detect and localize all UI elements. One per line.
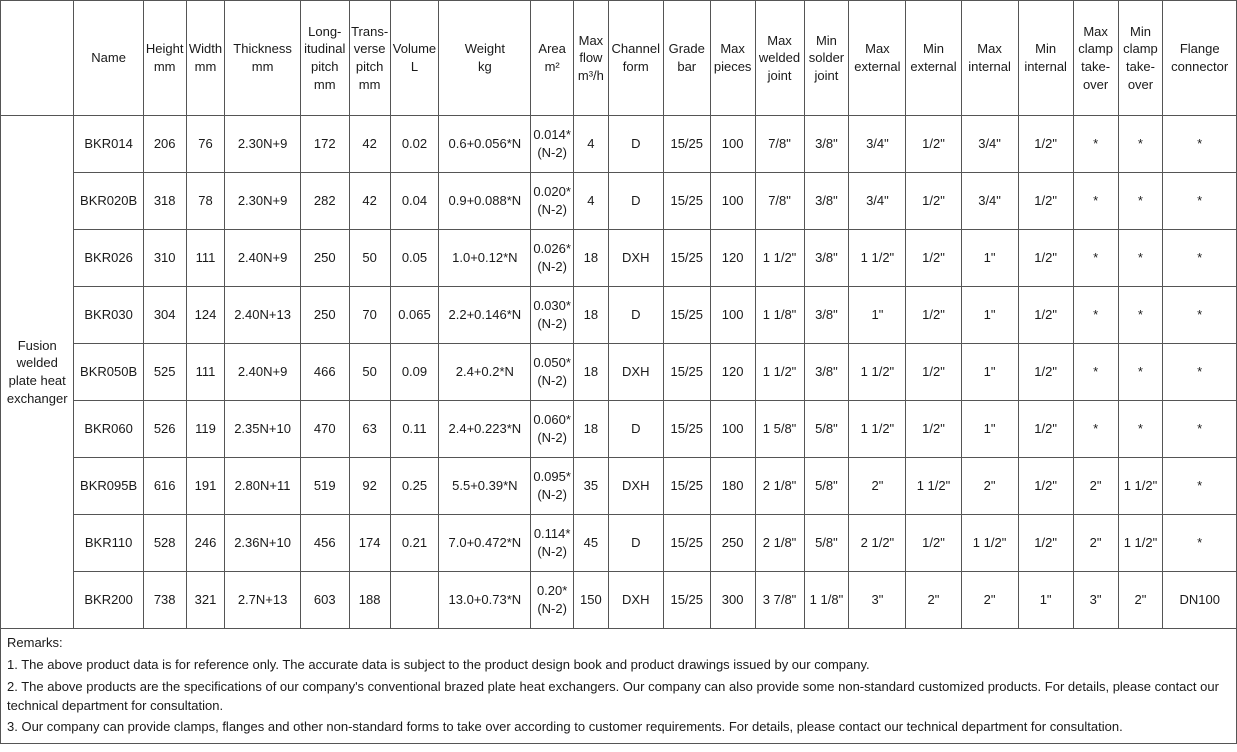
table-row: [1, 458, 1237, 515]
cell-max-flow: 18: [574, 401, 609, 458]
header-line: Channel: [611, 41, 660, 57]
cell-max-pieces: 250: [710, 515, 755, 572]
cell-longitudinal-pitch: 470: [300, 401, 349, 458]
cell-max-flow: 45: [574, 515, 609, 572]
header-line: Min: [923, 41, 944, 57]
cell-transverse-pitch: 188: [349, 572, 390, 629]
table-row: [1, 401, 1237, 458]
header-line: welded: [758, 50, 801, 66]
column-header-min-internal: [1018, 1, 1073, 116]
cell-min-solder-joint: 3/8": [804, 344, 849, 401]
cell-max-clamp-take-over: *: [1073, 287, 1118, 344]
cell-max-internal: 3/4": [961, 116, 1018, 173]
cell-thickness: 2.40N+13: [225, 287, 300, 344]
cell-max-flow: 4: [574, 116, 609, 173]
cell-max-flow: 18: [574, 344, 609, 401]
cell-max-external: 3/4": [849, 173, 906, 230]
cell-max-external: 2": [849, 458, 906, 515]
header-line: m²: [544, 59, 560, 74]
cell-area: 0.014*(N-2): [531, 116, 574, 173]
header-line: Long-: [308, 23, 342, 39]
table-row: [1, 173, 1237, 230]
cell-name: BKR030: [74, 287, 143, 344]
cell-grade-bar: 15/25: [663, 572, 710, 629]
header-line: Grade: [668, 41, 705, 57]
cell-max-clamp-take-over: *: [1073, 173, 1118, 230]
column-header-max-external: [849, 1, 906, 116]
header-row: [1, 1, 1237, 116]
cell-max-pieces: 180: [710, 458, 755, 515]
cell-max-welded-joint: 1 1/8": [755, 287, 804, 344]
cell-height: 318: [143, 173, 186, 230]
cell-max-internal: 1 1/2": [961, 515, 1018, 572]
column-header-max-pieces: [710, 1, 755, 116]
cell-longitudinal-pitch: 466: [300, 344, 349, 401]
cell-weight: 2.4+0.223*N: [439, 401, 531, 458]
cell-transverse-pitch: 50: [349, 344, 390, 401]
header-line: form: [622, 59, 649, 74]
corner-cell: [1, 1, 74, 116]
cell-flange-connector: *: [1163, 287, 1237, 344]
cell-max-welded-joint: 1 1/2": [755, 230, 804, 287]
header-line: joint: [814, 67, 839, 83]
header-line: Name: [91, 50, 126, 66]
header-line: verse: [353, 41, 386, 57]
header-line: m³/h: [577, 67, 604, 83]
cell-height: 525: [143, 344, 186, 401]
cell-max-clamp-take-over: 3": [1073, 572, 1118, 629]
cell-weight: 0.9+0.088*N: [439, 173, 531, 230]
cell-area: 0.114*(N-2): [531, 515, 574, 572]
header-line: Max: [865, 41, 890, 57]
column-header-min-solder-joint: [804, 1, 849, 116]
remark-item-2: 2. The above products are the specifications of our company's conventional brazed plate heat exchangers. Our company can also provide some non-standard customized products. For details, please contact our technical department for consultation.: [7, 678, 1219, 713]
cell-height: 528: [143, 515, 186, 572]
cell-max-external: 1": [849, 287, 906, 344]
cell-weight: 1.0+0.12*N: [439, 230, 531, 287]
header-line: Height: [145, 41, 184, 57]
cell-max-clamp-take-over: *: [1073, 401, 1118, 458]
cell-max-clamp-take-over: *: [1073, 344, 1118, 401]
table-body: [1, 116, 1237, 629]
cell-thickness: 2.36N+10: [225, 515, 300, 572]
cell-max-welded-joint: 2 1/8": [755, 515, 804, 572]
cell-max-external: 1 1/2": [849, 401, 906, 458]
cell-max-external: 3/4": [849, 116, 906, 173]
header-line: Trans-: [351, 23, 389, 39]
header-line: Max: [977, 41, 1002, 57]
cell-max-pieces: 100: [710, 287, 755, 344]
row-group-label: Fusion welded plate heat exchanger: [1, 116, 74, 629]
cell-min-solder-joint: 5/8": [804, 458, 849, 515]
column-header-max-internal: [961, 1, 1018, 116]
cell-min-clamp-take-over: *: [1118, 287, 1163, 344]
cell-name: BKR050B: [74, 344, 143, 401]
column-header-name: [74, 1, 143, 116]
header-line: kg: [477, 59, 492, 74]
cell-height: 526: [143, 401, 186, 458]
header-line: take-: [1081, 59, 1111, 74]
cell-max-internal: 2": [961, 458, 1018, 515]
header-line: Weight: [464, 41, 505, 57]
cell-min-internal: 1/2": [1018, 344, 1073, 401]
column-header-min-clamp-take-over: [1118, 1, 1163, 116]
cell-flange-connector: *: [1163, 230, 1237, 287]
cell-area: 0.030*(N-2): [531, 287, 574, 344]
cell-min-external: 1/2": [906, 401, 961, 458]
table-header: [1, 1, 1237, 116]
header-line: joint: [767, 67, 792, 83]
cell-volume: 0.09: [390, 344, 439, 401]
cell-flange-connector: *: [1163, 173, 1237, 230]
cell-thickness: 2.7N+13: [225, 572, 300, 629]
cell-max-external: 1 1/2": [849, 344, 906, 401]
cell-width: 76: [186, 116, 225, 173]
header-line: clamp: [1078, 41, 1113, 57]
cell-min-solder-joint: 3/8": [804, 230, 849, 287]
column-header-width: [186, 1, 225, 116]
cell-min-internal: 1": [1018, 572, 1073, 629]
cell-width: 111: [186, 344, 225, 401]
cell-thickness: 2.80N+11: [225, 458, 300, 515]
table-row: [1, 572, 1237, 629]
cell-min-solder-joint: 3/8": [804, 287, 849, 344]
cell-min-internal: 1/2": [1018, 515, 1073, 572]
cell-max-clamp-take-over: *: [1073, 230, 1118, 287]
cell-thickness: 2.40N+9: [225, 344, 300, 401]
cell-grade-bar: 15/25: [663, 515, 710, 572]
cell-min-external: 1/2": [906, 287, 961, 344]
header-line: Flange: [1179, 41, 1220, 57]
header-line: mm: [251, 59, 274, 74]
cell-height: 310: [143, 230, 186, 287]
cell-grade-bar: 15/25: [663, 344, 710, 401]
cell-min-clamp-take-over: *: [1118, 344, 1163, 401]
cell-longitudinal-pitch: 603: [300, 572, 349, 629]
cell-min-solder-joint: 1 1/8": [804, 572, 849, 629]
cell-max-welded-joint: 2 1/8": [755, 458, 804, 515]
cell-channel-form: D: [608, 515, 663, 572]
cell-min-external: 1/2": [906, 515, 961, 572]
cell-max-external: 2 1/2": [849, 515, 906, 572]
cell-flange-connector: DN100: [1163, 572, 1237, 629]
cell-flange-connector: *: [1163, 458, 1237, 515]
cell-channel-form: DXH: [608, 458, 663, 515]
cell-longitudinal-pitch: 519: [300, 458, 349, 515]
column-header-max-flow: [574, 1, 609, 116]
cell-weight: 13.0+0.73*N: [439, 572, 531, 629]
column-header-flange-connector: [1163, 1, 1237, 116]
cell-grade-bar: 15/25: [663, 173, 710, 230]
header-line: connector: [1171, 59, 1229, 74]
cell-longitudinal-pitch: 172: [300, 116, 349, 173]
header-line: Min: [815, 32, 837, 48]
cell-longitudinal-pitch: 456: [300, 515, 349, 572]
header-line: Area: [538, 41, 566, 57]
cell-max-clamp-take-over: 2": [1073, 515, 1118, 572]
cell-channel-form: D: [608, 173, 663, 230]
cell-width: 246: [186, 515, 225, 572]
header-line: Volume: [392, 41, 437, 57]
cell-max-internal: 1": [961, 344, 1018, 401]
table-row: [1, 344, 1237, 401]
cell-max-flow: 18: [574, 230, 609, 287]
cell-width: 191: [186, 458, 225, 515]
cell-min-clamp-take-over: *: [1118, 230, 1163, 287]
header-line: pieces: [713, 59, 752, 74]
cell-volume: 0.21: [390, 515, 439, 572]
header-line: external: [910, 59, 957, 74]
cell-thickness: 2.30N+9: [225, 116, 300, 173]
cell-area: 0.020*(N-2): [531, 173, 574, 230]
cell-volume: [390, 572, 439, 629]
cell-channel-form: D: [608, 287, 663, 344]
header-line: flow: [579, 50, 603, 66]
cell-height: 206: [143, 116, 186, 173]
table-row: [1, 287, 1237, 344]
cell-max-internal: 3/4": [961, 173, 1018, 230]
cell-channel-form: DXH: [608, 572, 663, 629]
cell-volume: 0.065: [390, 287, 439, 344]
column-header-grade-bar: [663, 1, 710, 116]
cell-max-pieces: 100: [710, 116, 755, 173]
cell-channel-form: D: [608, 116, 663, 173]
cell-width: 124: [186, 287, 225, 344]
header-line: Max: [720, 41, 745, 57]
cell-min-internal: 1/2": [1018, 287, 1073, 344]
cell-max-external: 1 1/2": [849, 230, 906, 287]
cell-thickness: 2.40N+9: [225, 230, 300, 287]
cell-weight: 0.6+0.056*N: [439, 116, 531, 173]
cell-volume: 0.04: [390, 173, 439, 230]
header-line: pitch: [355, 59, 384, 74]
cell-channel-form: DXH: [608, 230, 663, 287]
cell-max-flow: 18: [574, 287, 609, 344]
cell-max-clamp-take-over: 2": [1073, 458, 1118, 515]
header-line: itudinal: [304, 41, 346, 57]
table-row: [1, 515, 1237, 572]
header-line: Max: [1083, 23, 1108, 39]
cell-longitudinal-pitch: 282: [300, 173, 349, 230]
cell-max-internal: 2": [961, 572, 1018, 629]
header-line: L: [410, 59, 419, 74]
header-line: pitch: [311, 59, 339, 74]
cell-max-external: 3": [849, 572, 906, 629]
cell-flange-connector: *: [1163, 344, 1237, 401]
cell-width: 111: [186, 230, 225, 287]
cell-max-flow: 35: [574, 458, 609, 515]
cell-min-external: 1/2": [906, 173, 961, 230]
cell-min-solder-joint: 3/8": [804, 116, 849, 173]
table-row: [1, 116, 1237, 173]
cell-max-internal: 1": [961, 401, 1018, 458]
cell-volume: 0.25: [390, 458, 439, 515]
cell-longitudinal-pitch: 250: [300, 287, 349, 344]
cell-grade-bar: 15/25: [663, 401, 710, 458]
cell-max-internal: 1": [961, 287, 1018, 344]
cell-min-external: 1/2": [906, 344, 961, 401]
cell-max-pieces: 300: [710, 572, 755, 629]
cell-min-internal: 1/2": [1018, 116, 1073, 173]
cell-width: 119: [186, 401, 225, 458]
cell-weight: 5.5+0.39*N: [439, 458, 531, 515]
cell-volume: 0.05: [390, 230, 439, 287]
column-header-max-welded-joint: [755, 1, 804, 116]
cell-transverse-pitch: 63: [349, 401, 390, 458]
cell-name: BKR060: [74, 401, 143, 458]
cell-longitudinal-pitch: 250: [300, 230, 349, 287]
cell-max-welded-joint: 7/8": [755, 173, 804, 230]
header-line: mm: [194, 59, 217, 74]
cell-min-internal: 1/2": [1018, 458, 1073, 515]
cell-max-flow: 4: [574, 173, 609, 230]
cell-min-clamp-take-over: *: [1118, 401, 1163, 458]
header-line: Max: [767, 32, 792, 48]
header-line: solder: [808, 50, 845, 66]
cell-weight: 7.0+0.472*N: [439, 515, 531, 572]
cell-thickness: 2.30N+9: [225, 173, 300, 230]
column-header-longitudinal-pitch: [300, 1, 349, 116]
cell-min-internal: 1/2": [1018, 173, 1073, 230]
column-header-thickness: [225, 1, 300, 116]
column-header-volume: [390, 1, 439, 116]
cell-grade-bar: 15/25: [663, 116, 710, 173]
cell-name: BKR014: [74, 116, 143, 173]
header-line: take-: [1126, 59, 1155, 74]
header-line: mm: [358, 76, 381, 92]
remark-item-1: 1. The above product data is for reference only. The accurate data is subject to the product design book and product drawings issued by our company.: [7, 656, 870, 672]
cell-flange-connector: *: [1163, 515, 1237, 572]
cell-flange-connector: *: [1163, 401, 1237, 458]
cell-transverse-pitch: 50: [349, 230, 390, 287]
header-line: external: [854, 59, 901, 74]
header-line: Width: [188, 41, 223, 57]
header-line: clamp: [1123, 41, 1158, 57]
cell-max-clamp-take-over: *: [1073, 116, 1118, 173]
cell-grade-bar: 15/25: [663, 230, 710, 287]
header-line: internal: [968, 59, 1011, 74]
cell-transverse-pitch: 70: [349, 287, 390, 344]
cell-name: BKR026: [74, 230, 143, 287]
cell-max-internal: 1": [961, 230, 1018, 287]
cell-min-external: 2": [906, 572, 961, 629]
header-line: over: [1127, 76, 1154, 92]
cell-volume: 0.11: [390, 401, 439, 458]
header-line: mm: [313, 76, 336, 92]
cell-max-flow: 150: [574, 572, 609, 629]
cell-height: 304: [143, 287, 186, 344]
cell-grade-bar: 15/25: [663, 287, 710, 344]
cell-height: 616: [143, 458, 186, 515]
header-line: internal: [1024, 59, 1067, 74]
cell-area: 0.050*(N-2): [531, 344, 574, 401]
header-line: Thickness: [233, 41, 292, 57]
cell-min-internal: 1/2": [1018, 401, 1073, 458]
cell-min-external: 1/2": [906, 116, 961, 173]
cell-min-clamp-take-over: *: [1118, 173, 1163, 230]
cell-flange-connector: *: [1163, 116, 1237, 173]
cell-max-welded-joint: 3 7/8": [755, 572, 804, 629]
cell-min-solder-joint: 3/8": [804, 173, 849, 230]
cell-thickness: 2.35N+10: [225, 401, 300, 458]
cell-min-clamp-take-over: 1 1/2": [1118, 458, 1163, 515]
table-row: [1, 230, 1237, 287]
cell-area: 0.026*(N-2): [531, 230, 574, 287]
cell-width: 78: [186, 173, 225, 230]
cell-transverse-pitch: 174: [349, 515, 390, 572]
column-header-area: [531, 1, 574, 116]
cell-min-external: 1/2": [906, 230, 961, 287]
remark-item-3: 3. Our company can provide clamps, flanges and other non-standard forms to take over according to customer requirements. For details, please contact our technical department for consultation.: [7, 719, 1123, 735]
header-line: bar: [677, 59, 697, 74]
cell-name: BKR200: [74, 572, 143, 629]
cell-min-internal: 1/2": [1018, 230, 1073, 287]
cell-name: BKR095B: [74, 458, 143, 515]
column-header-transverse-pitch: [349, 1, 390, 116]
cell-weight: 2.2+0.146*N: [439, 287, 531, 344]
header-line: Max: [578, 32, 604, 48]
cell-weight: 2.4+0.2*N: [439, 344, 531, 401]
remarks-title: Remarks:: [7, 635, 63, 650]
cell-max-welded-joint: 1 5/8": [755, 401, 804, 458]
cell-channel-form: DXH: [608, 344, 663, 401]
column-header-weight: [439, 1, 531, 116]
cell-max-pieces: 100: [710, 401, 755, 458]
cell-area: 0.095*(N-2): [531, 458, 574, 515]
cell-volume: 0.02: [390, 116, 439, 173]
cell-width: 321: [186, 572, 225, 629]
header-line: Min: [1035, 41, 1057, 57]
cell-transverse-pitch: 42: [349, 116, 390, 173]
column-header-channel-form: [608, 1, 663, 116]
cell-max-pieces: 100: [710, 173, 755, 230]
cell-name: BKR020B: [74, 173, 143, 230]
cell-min-clamp-take-over: 1 1/2": [1118, 515, 1163, 572]
cell-transverse-pitch: 92: [349, 458, 390, 515]
cell-channel-form: D: [608, 401, 663, 458]
column-header-height: [143, 1, 186, 116]
header-line: Min: [1129, 23, 1151, 39]
cell-max-pieces: 120: [710, 230, 755, 287]
cell-min-clamp-take-over: 2": [1118, 572, 1163, 629]
cell-grade-bar: 15/25: [663, 458, 710, 515]
cell-min-solder-joint: 5/8": [804, 515, 849, 572]
header-line: over: [1082, 76, 1109, 92]
cell-name: BKR110: [74, 515, 143, 572]
cell-max-welded-joint: 1 1/2": [755, 344, 804, 401]
cell-min-external: 1 1/2": [906, 458, 961, 515]
cell-transverse-pitch: 42: [349, 173, 390, 230]
remarks-section: [0, 629, 1237, 744]
cell-min-clamp-take-over: *: [1118, 116, 1163, 173]
column-header-max-clamp-take-over: [1073, 1, 1118, 116]
cell-area: 0.20*(N-2): [531, 572, 574, 629]
header-line: mm: [153, 59, 176, 74]
column-header-min-external: [906, 1, 961, 116]
cell-area: 0.060*(N-2): [531, 401, 574, 458]
cell-min-solder-joint: 5/8": [804, 401, 849, 458]
cell-max-welded-joint: 7/8": [755, 116, 804, 173]
cell-height: 738: [143, 572, 186, 629]
cell-max-pieces: 120: [710, 344, 755, 401]
